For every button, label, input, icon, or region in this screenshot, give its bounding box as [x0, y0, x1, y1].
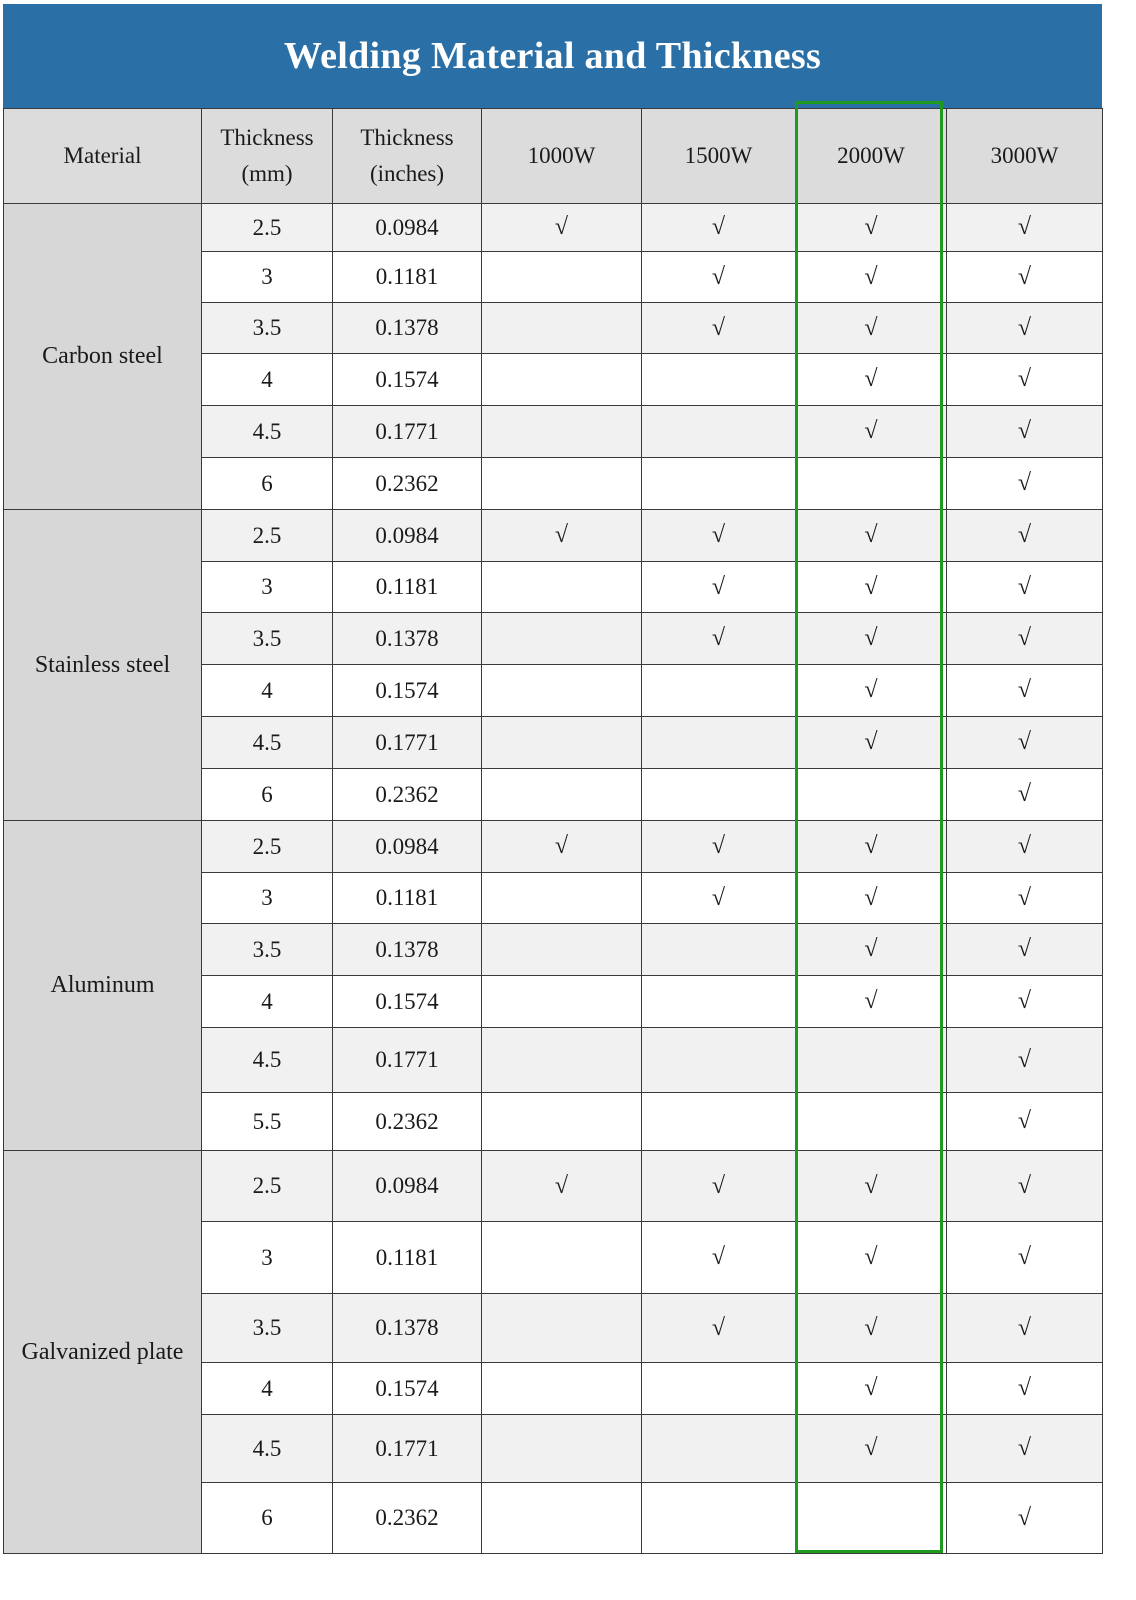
thickness-inches-cell: 0.1181 [333, 562, 482, 613]
check-cell-3000w [947, 1093, 1103, 1151]
check-cell-3000w [947, 510, 1103, 562]
thickness-mm-cell: 2.5 [202, 1151, 333, 1222]
check-mark-icon: √ [554, 522, 569, 548]
check-cell-3000w [947, 1151, 1103, 1222]
table-row [4, 510, 1103, 562]
check-cell-2000w [796, 1294, 947, 1363]
check-cell-1000w [482, 1294, 642, 1363]
check-mark-icon: √ [711, 1172, 726, 1199]
check-cell-1000w [482, 458, 642, 510]
check-cell-1500w [642, 1483, 796, 1554]
check-mark-icon: √ [1017, 214, 1032, 240]
check-cell-3000w [947, 821, 1103, 873]
page-title: Welding Material and Thickness [283, 35, 822, 77]
check-mark-icon: √ [1017, 1314, 1032, 1341]
thickness-mm-cell: 4.5 [202, 406, 333, 458]
check-cell-3000w [947, 924, 1103, 976]
thickness-mm-cell: 3 [202, 1222, 333, 1294]
check-cell-1500w [642, 1415, 796, 1483]
thickness-inches-cell: 0.2362 [333, 458, 482, 510]
thickness-mm-cell: 4.5 [202, 1415, 333, 1483]
header-thickness-inches-line2: (inches) [369, 161, 445, 186]
check-cell-1000w [482, 1363, 642, 1415]
check-mark-icon: √ [1017, 366, 1032, 392]
check-mark-icon: √ [711, 884, 726, 911]
check-cell-2000w [796, 924, 947, 976]
check-cell-2000w [796, 1093, 947, 1151]
check-cell-1000w [482, 1222, 642, 1294]
check-cell-3000w [947, 1363, 1103, 1415]
check-mark-icon: √ [864, 573, 878, 600]
check-mark-icon: √ [864, 314, 878, 341]
thickness-mm-cell: 6 [202, 769, 333, 821]
thickness-inches-cell: 0.1771 [333, 1415, 482, 1483]
check-cell-1000w [482, 613, 642, 665]
check-mark-icon: √ [711, 1244, 726, 1270]
check-mark-icon: √ [1017, 522, 1032, 548]
check-mark-icon: √ [864, 214, 878, 240]
thickness-mm-cell: 4 [202, 976, 333, 1028]
check-cell-2000w [796, 769, 947, 821]
check-cell-2000w [796, 1483, 947, 1554]
thickness-mm-cell: 4 [202, 1363, 333, 1415]
header-power-3000w: 3000W [947, 109, 1103, 204]
thickness-mm-cell: 3 [202, 873, 333, 924]
thickness-inches-cell: 0.0984 [333, 204, 482, 252]
table-row [4, 1151, 1103, 1222]
check-cell-1000w [482, 924, 642, 976]
thickness-mm-cell: 6 [202, 458, 333, 510]
check-cell-1000w [482, 873, 642, 924]
table-row [4, 204, 1103, 252]
thickness-inches-cell: 0.1771 [333, 717, 482, 769]
check-cell-3000w [947, 1483, 1103, 1554]
thickness-mm-cell: 4 [202, 665, 333, 717]
check-mark-icon: √ [1017, 1375, 1032, 1401]
check-cell-3000w [947, 665, 1103, 717]
thickness-inches-cell: 0.1574 [333, 665, 482, 717]
table-row [4, 821, 1103, 873]
check-mark-icon: √ [1017, 1108, 1032, 1134]
check-mark-icon: √ [864, 366, 878, 392]
check-mark-icon: √ [1017, 470, 1032, 496]
thickness-inches-cell: 0.1378 [333, 613, 482, 665]
check-mark-icon: √ [711, 214, 726, 240]
table-body [4, 204, 1103, 1554]
check-cell-1500w [642, 562, 796, 613]
check-cell-3000w [947, 406, 1103, 458]
thickness-inches-cell: 0.2362 [333, 769, 482, 821]
check-mark-icon: √ [864, 625, 878, 651]
check-cell-1000w [482, 1483, 642, 1554]
header-thickness-mm [202, 109, 333, 204]
thickness-mm-cell: 4.5 [202, 1028, 333, 1093]
check-cell-3000w [947, 562, 1103, 613]
check-cell-1000w [482, 1028, 642, 1093]
check-mark-icon: √ [864, 1375, 878, 1401]
check-mark-icon: √ [1017, 1435, 1032, 1461]
thickness-mm-cell: 3 [202, 562, 333, 613]
check-cell-1000w [482, 510, 642, 562]
check-cell-3000w [947, 252, 1103, 303]
check-mark-icon: √ [1017, 781, 1032, 807]
welding-table [3, 108, 1103, 1554]
check-cell-1000w [482, 1093, 642, 1151]
check-cell-2000w [796, 252, 947, 303]
header-thickness-inches [333, 109, 482, 204]
thickness-mm-cell: 2.5 [202, 204, 333, 252]
check-mark-icon: √ [1017, 833, 1032, 859]
check-cell-3000w [947, 204, 1103, 252]
check-mark-icon: √ [864, 1172, 878, 1199]
check-cell-1500w [642, 1093, 796, 1151]
header-power-1500w: 1500W [642, 109, 796, 204]
check-cell-1500w [642, 406, 796, 458]
check-mark-icon: √ [1017, 1244, 1032, 1270]
check-cell-1500w [642, 204, 796, 252]
check-cell-1500w [642, 613, 796, 665]
thickness-inches-cell: 0.1574 [333, 976, 482, 1028]
check-mark-icon: √ [1017, 1504, 1032, 1531]
thickness-mm-cell: 3.5 [202, 1294, 333, 1363]
check-mark-icon: √ [1017, 884, 1032, 911]
check-cell-1500w [642, 303, 796, 354]
check-mark-icon: √ [864, 729, 878, 755]
header-thickness-inches-line1: Thickness [360, 125, 454, 150]
check-cell-2000w [796, 976, 947, 1028]
thickness-inches-cell: 0.1378 [333, 303, 482, 354]
material-cell: Stainless steel [4, 510, 202, 821]
thickness-mm-cell: 4 [202, 354, 333, 406]
check-cell-2000w [796, 354, 947, 406]
thickness-inches-cell: 0.1378 [333, 924, 482, 976]
thickness-mm-cell: 2.5 [202, 510, 333, 562]
check-cell-1500w [642, 924, 796, 976]
material-cell: Carbon steel [4, 204, 202, 510]
check-cell-3000w [947, 873, 1103, 924]
thickness-inches-cell: 0.2362 [333, 1483, 482, 1554]
check-cell-1500w [642, 717, 796, 769]
thickness-mm-cell: 3.5 [202, 613, 333, 665]
thickness-mm-cell: 3 [202, 252, 333, 303]
thickness-inches-cell: 0.1378 [333, 1294, 482, 1363]
thickness-mm-cell: 6 [202, 1483, 333, 1554]
check-mark-icon: √ [864, 263, 878, 290]
check-mark-icon: √ [711, 833, 726, 859]
check-cell-1500w [642, 821, 796, 873]
check-cell-2000w [796, 613, 947, 665]
material-cell: Galvanized plate [4, 1151, 202, 1554]
check-cell-1000w [482, 562, 642, 613]
check-cell-1500w [642, 1363, 796, 1415]
header-power-1000w: 1000W [482, 109, 642, 204]
thickness-inches-cell: 0.0984 [333, 510, 482, 562]
check-cell-1500w [642, 510, 796, 562]
check-mark-icon: √ [864, 884, 878, 911]
check-cell-2000w [796, 458, 947, 510]
header-power-2000w: 2000W [796, 109, 947, 204]
check-cell-3000w [947, 717, 1103, 769]
check-mark-icon: √ [711, 314, 726, 341]
thickness-inches-cell: 0.0984 [333, 1151, 482, 1222]
check-mark-icon: √ [711, 1314, 726, 1341]
check-cell-1000w [482, 665, 642, 717]
check-cell-3000w [947, 354, 1103, 406]
check-cell-2000w [796, 562, 947, 613]
check-mark-icon: √ [1017, 729, 1032, 755]
check-cell-2000w [796, 406, 947, 458]
header-material: Material [4, 109, 202, 204]
check-mark-icon: √ [1017, 625, 1032, 651]
check-cell-3000w [947, 458, 1103, 510]
check-cell-1500w [642, 665, 796, 717]
check-mark-icon: √ [711, 263, 726, 290]
check-mark-icon: √ [1017, 1172, 1032, 1199]
check-mark-icon: √ [864, 833, 878, 859]
check-cell-2000w [796, 510, 947, 562]
thickness-mm-cell: 3.5 [202, 924, 333, 976]
thickness-mm-cell: 2.5 [202, 821, 333, 873]
check-mark-icon: √ [1017, 263, 1032, 290]
check-mark-icon: √ [554, 214, 569, 240]
check-cell-2000w [796, 1028, 947, 1093]
check-cell-3000w [947, 769, 1103, 821]
thickness-inches-cell: 0.1181 [333, 252, 482, 303]
check-mark-icon: √ [1017, 677, 1032, 703]
check-cell-2000w [796, 717, 947, 769]
check-mark-icon: √ [1017, 936, 1032, 962]
check-cell-1000w [482, 769, 642, 821]
check-mark-icon: √ [1017, 418, 1032, 444]
thickness-inches-cell: 0.1181 [333, 1222, 482, 1294]
check-mark-icon: √ [864, 1244, 878, 1270]
check-cell-1000w [482, 1415, 642, 1483]
check-mark-icon: √ [864, 418, 878, 444]
check-mark-icon: √ [554, 1172, 569, 1199]
check-cell-1500w [642, 1151, 796, 1222]
check-mark-icon: √ [864, 1314, 878, 1341]
check-mark-icon: √ [864, 677, 878, 703]
check-cell-1500w [642, 1028, 796, 1093]
header-row [4, 109, 1103, 204]
thickness-inches-cell: 0.2362 [333, 1093, 482, 1151]
title-banner [3, 4, 1102, 108]
check-mark-icon: √ [864, 522, 878, 548]
thickness-mm-cell: 4.5 [202, 717, 333, 769]
check-mark-icon: √ [711, 625, 726, 651]
check-cell-1000w [482, 204, 642, 252]
check-mark-icon: √ [864, 936, 878, 962]
check-cell-2000w [796, 1363, 947, 1415]
check-cell-1000w [482, 717, 642, 769]
check-cell-1500w [642, 458, 796, 510]
check-mark-icon: √ [1017, 573, 1032, 600]
check-mark-icon: √ [864, 988, 878, 1014]
check-mark-icon: √ [864, 1435, 878, 1461]
check-cell-1500w [642, 769, 796, 821]
check-cell-1000w [482, 252, 642, 303]
check-cell-1000w [482, 354, 642, 406]
check-cell-1000w [482, 303, 642, 354]
thickness-inches-cell: 0.1181 [333, 873, 482, 924]
thickness-mm-cell: 3.5 [202, 303, 333, 354]
check-cell-1500w [642, 354, 796, 406]
check-cell-3000w [947, 1222, 1103, 1294]
check-mark-icon: √ [1017, 1046, 1032, 1073]
check-mark-icon: √ [1017, 314, 1032, 341]
thickness-inches-cell: 0.1771 [333, 406, 482, 458]
check-cell-3000w [947, 1294, 1103, 1363]
check-cell-3000w [947, 1415, 1103, 1483]
check-cell-3000w [947, 613, 1103, 665]
check-cell-2000w [796, 821, 947, 873]
check-cell-2000w [796, 303, 947, 354]
thickness-inches-cell: 0.1574 [333, 1363, 482, 1415]
check-mark-icon: √ [1017, 988, 1032, 1014]
check-cell-1000w [482, 1151, 642, 1222]
check-mark-icon: √ [554, 833, 569, 859]
thickness-mm-cell: 5.5 [202, 1093, 333, 1151]
thickness-inches-cell: 0.1574 [333, 354, 482, 406]
header-thickness-mm-line2: (mm) [241, 161, 293, 186]
check-cell-2000w [796, 1151, 947, 1222]
check-cell-2000w [796, 873, 947, 924]
header-thickness-mm-line1: Thickness [220, 125, 314, 150]
material-cell: Aluminum [4, 821, 202, 1151]
check-cell-2000w [796, 665, 947, 717]
check-cell-1000w [482, 406, 642, 458]
check-mark-icon: √ [711, 522, 726, 548]
check-cell-1000w [482, 976, 642, 1028]
check-cell-1500w [642, 873, 796, 924]
check-cell-3000w [947, 1028, 1103, 1093]
check-cell-1500w [642, 252, 796, 303]
check-cell-1000w [482, 821, 642, 873]
check-cell-3000w [947, 976, 1103, 1028]
check-cell-2000w [796, 204, 947, 252]
check-mark-icon: √ [711, 573, 726, 600]
check-cell-3000w [947, 303, 1103, 354]
check-cell-1500w [642, 976, 796, 1028]
thickness-inches-cell: 0.0984 [333, 821, 482, 873]
thickness-inches-cell: 0.1771 [333, 1028, 482, 1093]
check-cell-2000w [796, 1415, 947, 1483]
check-cell-1500w [642, 1294, 796, 1363]
check-cell-1500w [642, 1222, 796, 1294]
check-cell-2000w [796, 1222, 947, 1294]
